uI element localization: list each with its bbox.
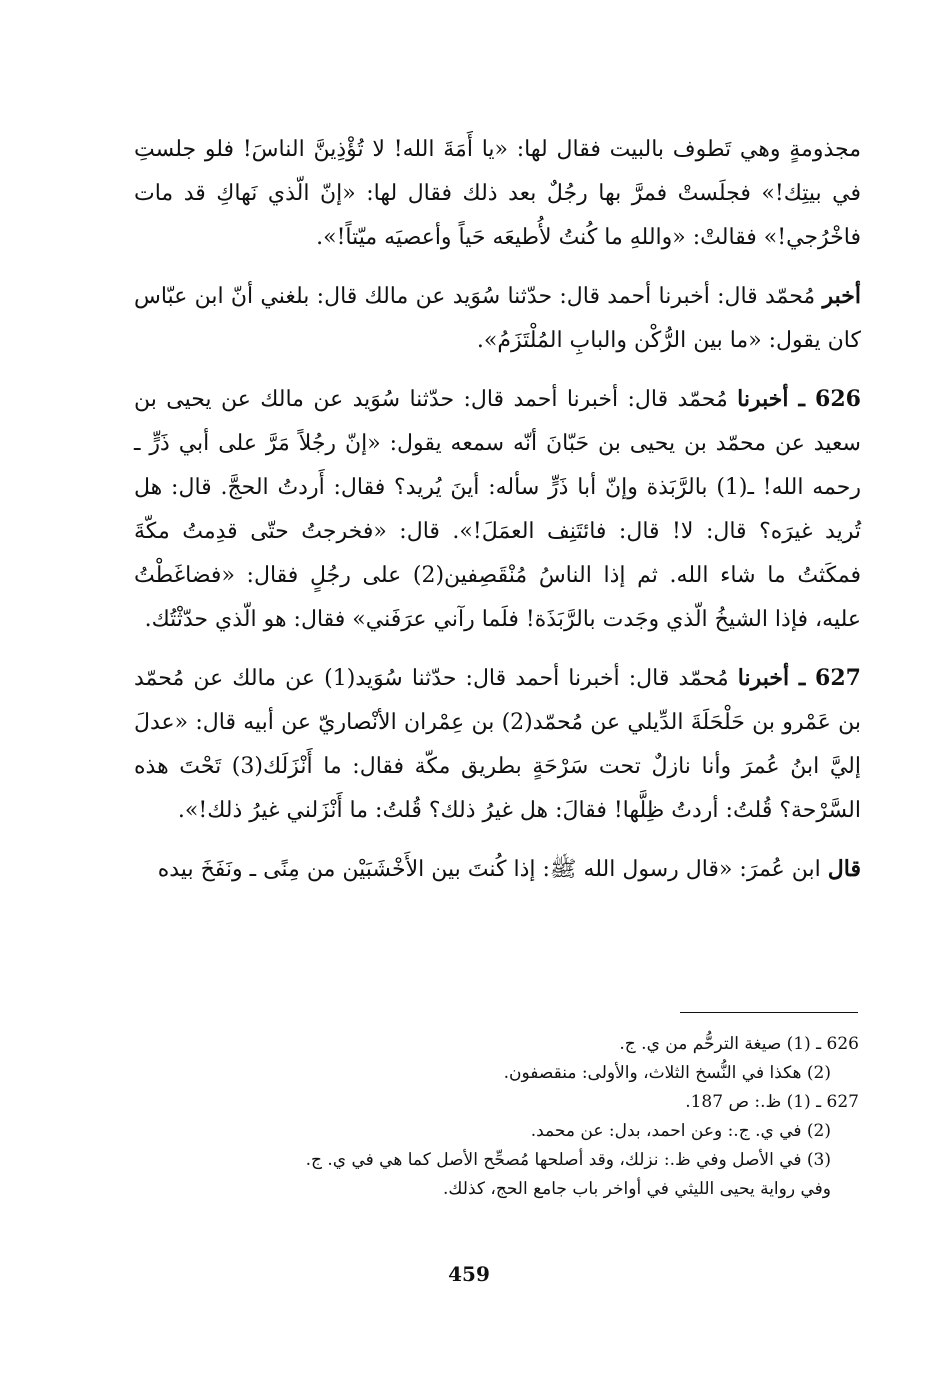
paragraph-1 [134,128,861,260]
footnotes [134,1030,859,1204]
paragraph-5 [134,847,861,892]
footnote-626-2: (2) هكذا في النُّسخ الثلاث، والأولى: منقصفون. [503,1063,831,1083]
footnote-separator [680,1012,858,1013]
footnote-627-2: (2) في ي. ج.: وعن احمد، بدل: عن محمد. [530,1121,831,1141]
hadith-627 [134,656,861,833]
hadith-626 [134,377,861,642]
footnote-626-1: 626 ـ (1) صيغة الترحُّم من ي. ج. [619,1034,859,1054]
footnote-627-1: 627 ـ (1) ظ.: ص 187. [685,1092,859,1112]
hadith-number: 627 [815,665,861,691]
paragraph-text: مُحمّد قال: أخبرنا أحمد قال: حدّثنا سُوَيد عن مالك عن يحيى بن سعيد عن محمّد بن يحيى بن حَبّانَ أنّه سمعه يقول: «إنّ رجُلاً مَرَّ على أبي ذَرٍّ ـ رحمه الله! ـ(1) بالرَّبَذة وإنّ أبا ذَرٍّ سأله: أينَ يُريد؟ فقال: أَردتُ الحجَّ. قال: هل تُريد غيرَه؟ قال: لا! قال: فائتَنِف العمَلَ!». قال: «فخرجتُ حتّى قدِمتُ مكّةَ فمكَثتُ ما شاء الله. ثم إذا الناسُ مُنْقَصِفين(2) على رجُلٍ فقال: «فضاغَطْتُ عليه، فإذا الشيخُ الّذي وجَدت بالرَّبَذَة! فلَما رآني عرَفَني» فقال: هو الّذي حدّثْتُك. [134,387,861,632]
footnote-627-3-continued: وفي رواية يحيى الليثي في أواخر باب جامع الحج، كذلك. [443,1179,831,1199]
paragraph-lead: ـ أخبرنا [737,665,816,691]
paragraph-lead: قال [827,856,861,882]
paragraph-text: مُحمّد قال: أخبرنا أحمد قال: حدّثنا سُوَيد(1) عن مالك عن مُحمّد بن عَمْرو بن حَلْحَلَةَ الدِّيلي عن مُحمّد(2) بن عِمْران الأنْصاريّ عن أبيه قال: «عدلَ إليَّ ابنُ عُمرَ وأنا نازلٌ تحت سَرْحَةٍ بطريق مكّة فقال: ما أَنْزَلَك(3) تَحْتَ هذه السَّرْحة؟ قُلتُ: أردتُ ظِلَّها! فقالَ: هل غيرُ ذلك؟ قُلتُ: ما أَنْزَلني غيرُ ذلك!». [134,666,861,823]
paragraph-text: ابن عُمرَ: «قال رسول الله ﷺ: إذا كُنتَ بين الأَخْشَبَيْن من مِنًى ـ ونَفَخَ بيده [157,857,828,882]
hadith-number: 626 [815,386,861,412]
page-number: 459 [448,1262,490,1286]
footnote-627-3: (3) في الأصل وفي ظ.: نزلك، وقد أصلحها مُصحِّح الأصل كما هي في ي. ج. [305,1150,831,1170]
paragraph-text: مجذومةٍ وهي تَطوف بالبيت فقال لها: «يا أَمَةَ الله! لا تُؤْذِينَّ الناسَ! فلو جلستِ في بيتِك!» فجلَستْ فمرَّ بها رجُلٌ بعد ذلك فقال لها: «إنّ الّذي نَهاكِ قد مات فاخْرُجي!» فقالتْ: «واللهِ ما كُنتُ لأُطيعَه حَياً وأعصيَه ميّتاً!». [134,137,861,250]
main-text [134,128,861,892]
paragraph-lead: ـ أخبرنا [737,386,816,412]
paragraph-lead: أخبر [822,283,861,309]
paragraph-2 [134,274,861,363]
paragraph-text: مُحمّد قال: أخبرنا أحمد قال: حدّثنا سُوَيد عن مالك قال: بلغني أنّ ابن عبّاس كان يقول: «ما بين الرُّكْن والبابِ المُلْتَزَمُ». [134,284,861,353]
